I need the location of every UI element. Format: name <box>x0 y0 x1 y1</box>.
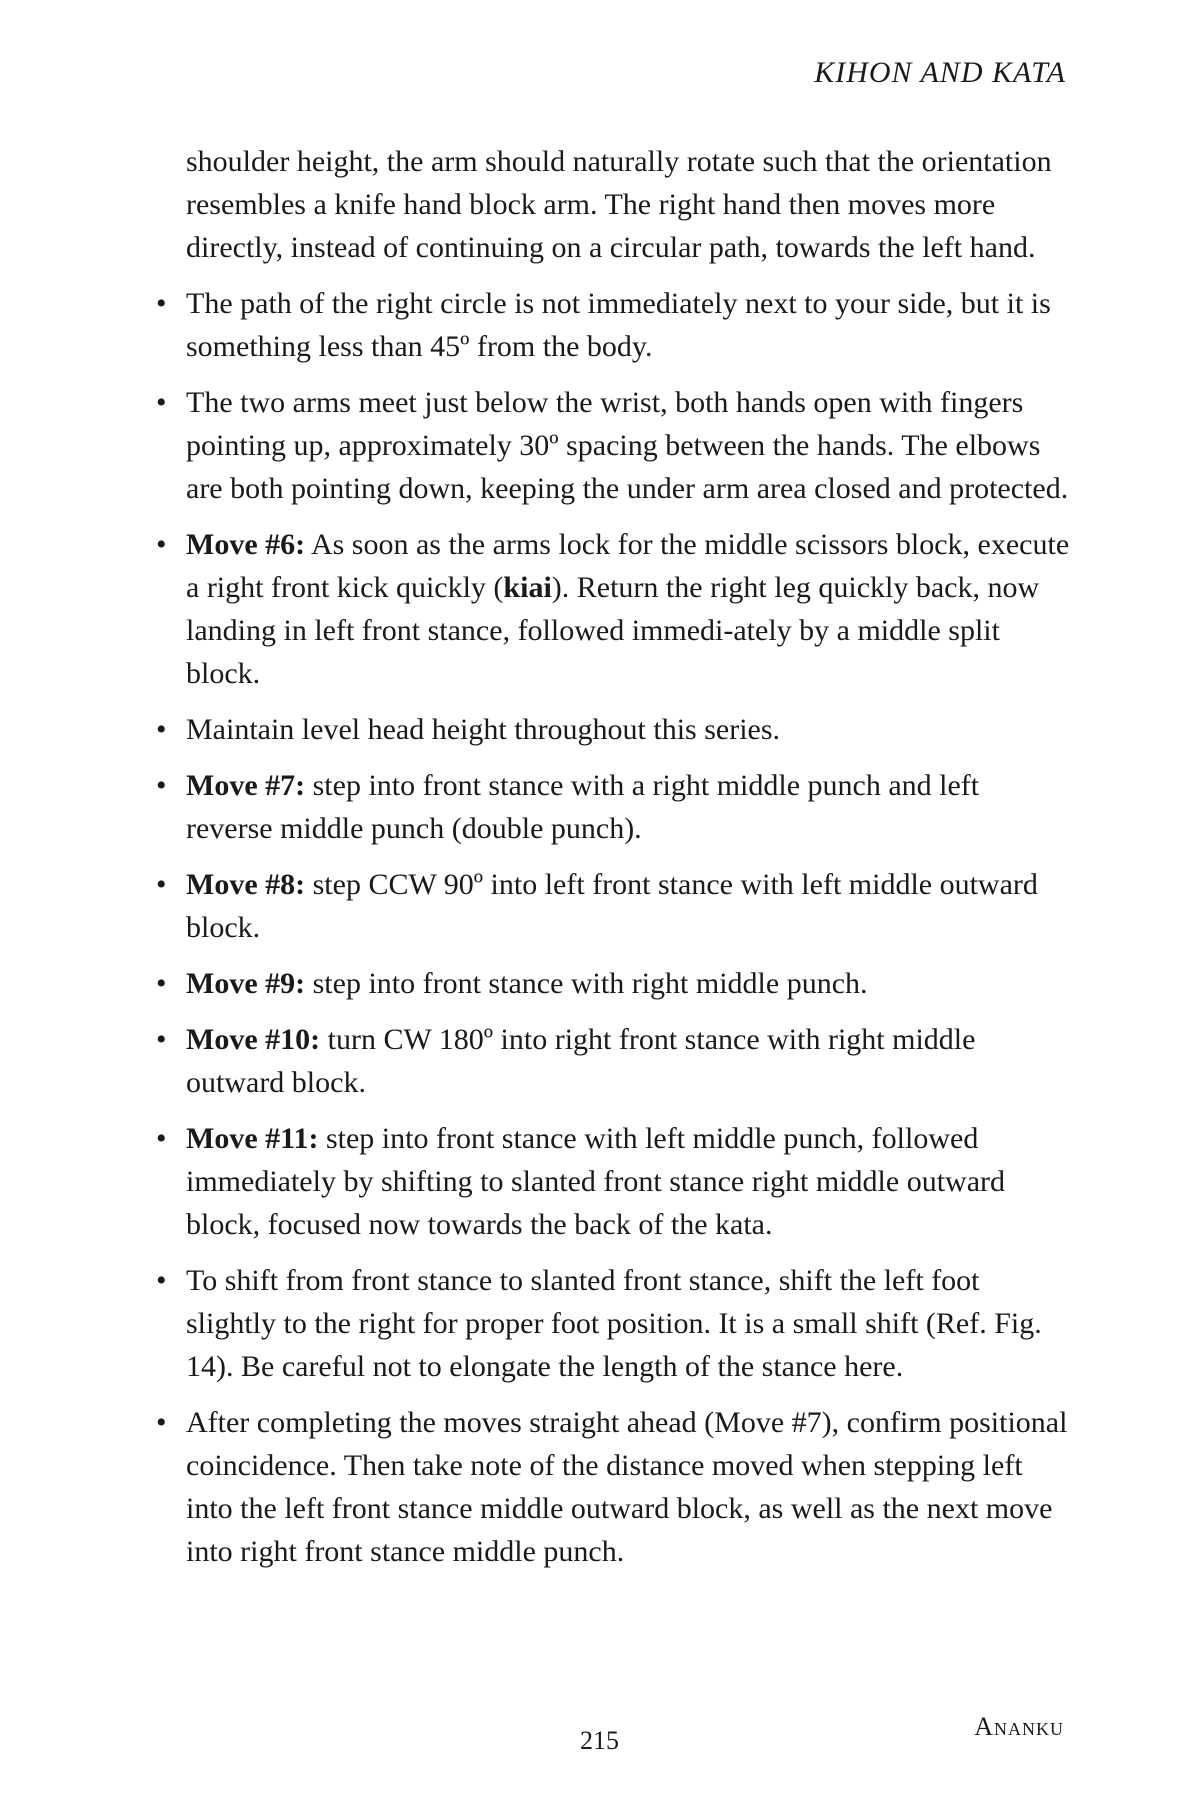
bullet-glyph: • <box>156 1122 167 1155</box>
bullet-text: Maintain level head height throughout this series. <box>186 713 781 746</box>
bullet-glyph: • <box>156 1264 167 1297</box>
move-label: Move #6: <box>186 528 306 561</box>
bullet-text: step into front stance with right middle punch. <box>305 967 868 1000</box>
bullet-glyph: • <box>156 1023 167 1056</box>
bullet-text: step into front stance with a right middle punch and left reverse middle punch (double punch). <box>186 769 980 845</box>
bullet-text: step CCW 90º into left front stance with left middle outward block. <box>186 868 1038 944</box>
bullet-item <box>152 1401 1070 1573</box>
bullet-glyph: • <box>156 287 167 320</box>
bullet-item-move-7 <box>152 764 1070 850</box>
bullet-item-move-8 <box>152 863 1070 949</box>
bullet-item <box>152 1259 1070 1388</box>
bullet-item <box>152 381 1070 510</box>
move-label: Move #9: <box>186 967 306 1000</box>
page-number: 215 <box>580 1726 619 1755</box>
bullet-text: step into front stance with left middle punch, followed immediately by shifting to slanted front stance right middle outward block, focused now towards the back of the kata. <box>186 1122 1005 1241</box>
bullet-item <box>152 708 1070 751</box>
bullet-text: turn CW 180º into right front stance with right middle outward block. <box>186 1023 976 1099</box>
continuation-paragraph: shoulder height, the arm should naturally rotate such that the orientation resembles a knife hand block arm. The right hand then moves more directly, instead of continuing on a circular path, towards the left hand. <box>186 145 1052 264</box>
move-label: Move #11: <box>186 1122 319 1155</box>
bullet-text: As soon as the arms lock for the middle scissors block, execute a right front kick quickly ( <box>186 528 1070 604</box>
bullet-text: To shift from front stance to slanted front stance, shift the left foot slightly to the right for proper foot position. It is a small shift (Ref. Fig. 14). Be careful not to elongate the length of the stance here. <box>186 1264 1042 1383</box>
bullet-glyph: • <box>156 528 167 561</box>
bullet-item <box>152 282 1070 368</box>
bullet-glyph: • <box>156 868 167 901</box>
move-label: Move #8: <box>186 868 306 901</box>
move-label: Move #7: <box>186 769 306 802</box>
bullet-item-move-6 <box>152 523 1070 695</box>
bullet-text: ). Return the right leg quickly back, now landing in left front stance, followed immedi-ately by a middle split block. <box>186 571 1040 690</box>
bullet-glyph: • <box>156 967 167 1000</box>
running-head: KIHON AND KATA <box>814 56 1066 89</box>
bullet-glyph: • <box>156 1406 167 1439</box>
bullet-text: After completing the moves straight ahead (Move #7), confirm positional coincidence. Then take note of the distance moved when stepping left into the left front stance middle outward block, as well as the next move into right front stance middle punch. <box>186 1406 1068 1568</box>
body-text <box>152 140 1070 1586</box>
bullet-glyph: • <box>156 769 167 802</box>
bullet-item-move-10 <box>152 1018 1070 1104</box>
bullet-glyph: • <box>156 386 167 419</box>
bullet-item-move-9 <box>152 962 1070 1005</box>
bullet-item-move-11 <box>152 1117 1070 1246</box>
bullet-text: The two arms meet just below the wrist, both hands open with fingers pointing up, approximately 30º spacing between the hands. The elbows are both pointing down, keeping the under arm area closed and protected. <box>186 386 1069 505</box>
move-label: Move #10: <box>186 1023 321 1056</box>
book-title-footer: Ananku <box>974 1712 1064 1741</box>
kiai-term: kiai <box>503 571 552 604</box>
bullet-text: The path of the right circle is not immediately next to your side, but it is something less than 45º from the body. <box>186 287 1051 363</box>
bullet-glyph: • <box>156 713 167 746</box>
